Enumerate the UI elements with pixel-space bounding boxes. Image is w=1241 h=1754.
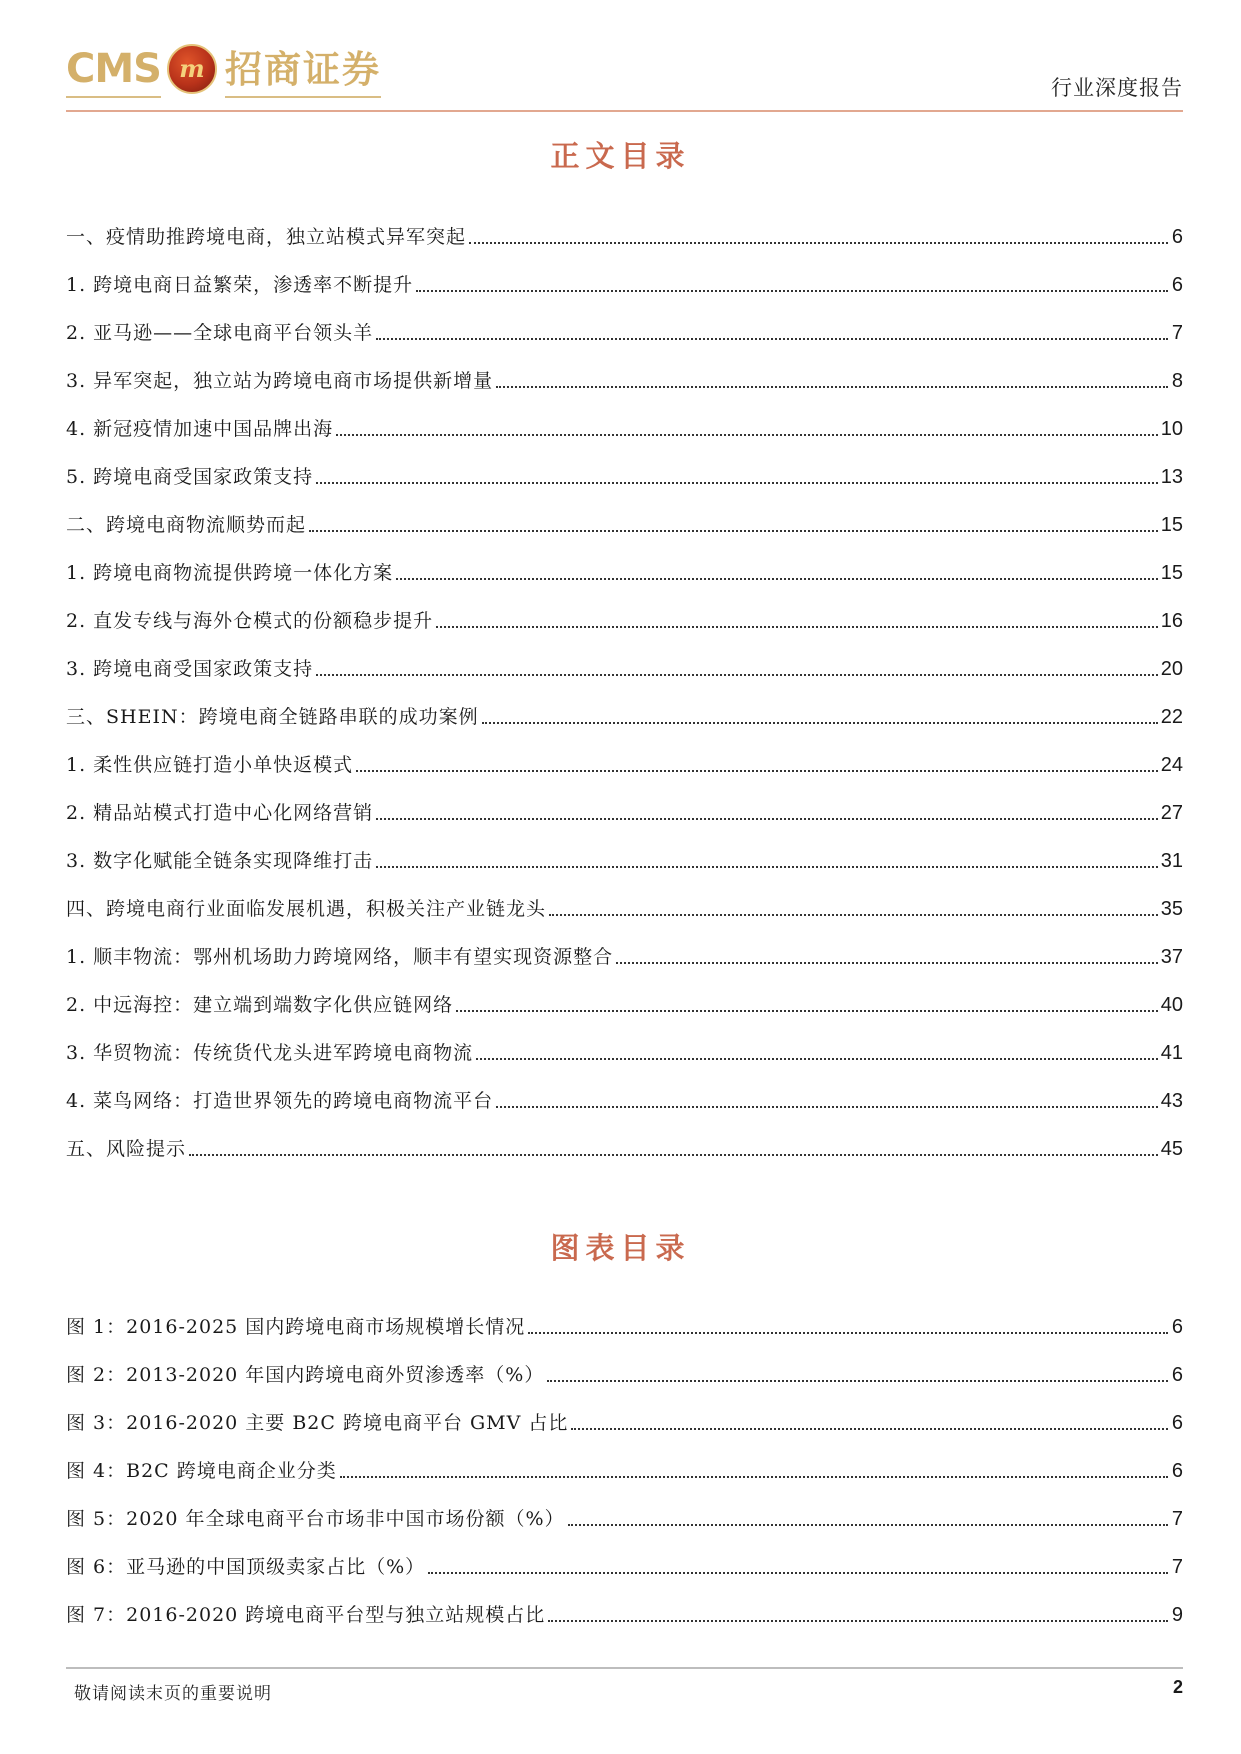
toc-entry[interactable]	[66, 345, 1183, 393]
toc-entry-label: 1. 柔性供应链打造小单快返模式	[66, 754, 354, 776]
toc-entry[interactable]	[66, 585, 1183, 633]
toc-entry-page: 15	[1160, 514, 1183, 536]
toc-entry-label: 5. 跨境电商受国家政策支持	[66, 466, 314, 488]
toc-entry-page: 41	[1160, 1042, 1183, 1064]
report-type: 行业深度报告	[1051, 76, 1183, 100]
toc-entry-page: 40	[1160, 994, 1183, 1016]
toc-entry-page: 31	[1160, 850, 1183, 872]
dot-leader	[309, 530, 1158, 532]
toc-entry[interactable]	[66, 201, 1183, 249]
toc-entry-label: 3. 跨境电商受国家政策支持	[66, 658, 314, 680]
toc-entry-label: 2. 中远海控：建立端到端数字化供应链网络	[66, 994, 454, 1016]
toc-entry-label: 四、跨境电商行业面临发展机遇，积极关注产业链龙头	[66, 898, 547, 920]
dot-leader	[376, 338, 1168, 340]
logo-badge-icon: m	[167, 44, 217, 94]
dot-leader	[416, 290, 1168, 292]
toc-entry-label: 3. 数字化赋能全链条实现降维打击	[66, 850, 374, 872]
figure-entry-page: 7	[1171, 1508, 1183, 1530]
dot-leader	[189, 1154, 1158, 1156]
toc-entry-label: 2. 精品站模式打造中心化网络营销	[66, 802, 374, 824]
toc-entry-page: 35	[1160, 898, 1183, 920]
toc-entry-page: 8	[1171, 370, 1183, 392]
figure-entry-page: 7	[1171, 1556, 1183, 1578]
toc-entry-label: 2. 直发专线与海外仓模式的份额稳步提升	[66, 610, 434, 632]
toc-entry-label: 1. 跨境电商物流提供跨境一体化方案	[66, 562, 394, 584]
toc-entry-label: 五、风险提示	[66, 1138, 187, 1160]
toc-entry-label: 3. 华贸物流：传统货代龙头进军跨境电商物流	[66, 1042, 474, 1064]
dot-leader	[547, 1380, 1168, 1382]
figures-title: 图表目录	[550, 1231, 691, 1265]
toc-entry-label: 4. 新冠疫情加速中国品牌出海	[66, 418, 334, 440]
dot-leader	[496, 386, 1168, 388]
dot-leader	[528, 1332, 1168, 1334]
toc-entry-page: 45	[1160, 1138, 1183, 1160]
dot-leader	[496, 1106, 1158, 1108]
dot-leader	[436, 626, 1158, 628]
dot-leader	[376, 866, 1158, 868]
toc-entry[interactable]	[66, 1113, 1183, 1161]
dot-leader	[469, 242, 1168, 244]
toc-entry-page: 43	[1160, 1090, 1183, 1112]
figure-entry-page: 6	[1171, 1316, 1183, 1338]
toc-entry[interactable]	[66, 969, 1183, 1017]
toc-entry[interactable]	[66, 873, 1183, 921]
figure-entry-label: 图 5：2020 年全球电商平台市场非中国市场份额（%）	[66, 1508, 565, 1530]
toc-title: 正文目录	[550, 139, 691, 173]
toc-entry-label: 1. 顺丰物流：鄂州机场助力跨境网络，顺丰有望实现资源整合	[66, 946, 614, 968]
toc-entry[interactable]	[66, 441, 1183, 489]
toc-entry-page: 6	[1171, 274, 1183, 296]
toc-entry-page: 24	[1160, 754, 1183, 776]
header-divider	[66, 110, 1183, 112]
toc-entry-label: 3. 异军突起，独立站为跨境电商市场提供新增量	[66, 370, 494, 392]
footer-disclaimer: 敬请阅读末页的重要说明	[74, 1684, 272, 1704]
figure-entry-label: 图 3：2016-2020 主要 B2C 跨境电商平台 GMV 占比	[66, 1412, 569, 1434]
dot-leader	[568, 1524, 1168, 1526]
toc-entry-page: 10	[1160, 418, 1183, 440]
toc-entry-page: 15	[1160, 562, 1183, 584]
toc-entry[interactable]	[66, 681, 1183, 729]
toc-entry[interactable]	[66, 777, 1183, 825]
dot-leader	[616, 962, 1158, 964]
toc-entry-page: 6	[1171, 226, 1183, 248]
toc-entry[interactable]	[66, 249, 1183, 297]
dot-leader	[336, 434, 1158, 436]
toc-entry[interactable]	[66, 729, 1183, 777]
toc-entry-label: 二、跨境电商物流顺势而起	[66, 514, 307, 536]
toc-entry-label: 三、SHEIN：跨境电商全链路串联的成功案例	[66, 706, 479, 728]
figure-entry-label: 图 6：亚马逊的中国顶级卖家占比（%）	[66, 1556, 426, 1578]
toc-entry[interactable]	[66, 633, 1183, 681]
toc-entry-label: 1. 跨境电商日益繁荣，渗透率不断提升	[66, 274, 414, 296]
logo-text-cn: 招商证券	[225, 44, 381, 98]
dot-leader	[316, 482, 1158, 484]
toc-entry-page: 37	[1160, 946, 1183, 968]
figure-list	[66, 1291, 1183, 1627]
toc-entry[interactable]	[66, 297, 1183, 345]
page-number: 2	[1172, 1677, 1183, 1697]
dot-leader	[316, 674, 1158, 676]
toc-entry[interactable]	[66, 825, 1183, 873]
toc-entry-label: 2. 亚马逊——全球电商平台领头羊	[66, 322, 374, 344]
toc-entry-page: 20	[1160, 658, 1183, 680]
figure-entry[interactable]	[66, 1483, 1183, 1531]
dot-leader	[428, 1572, 1168, 1574]
footer-divider	[66, 1667, 1183, 1669]
toc-entry-page: 16	[1160, 610, 1183, 632]
figure-entry-label: 图 1：2016-2025 国内跨境电商市场规模增长情况	[66, 1316, 526, 1338]
logo-text-en: CMS	[66, 44, 161, 98]
dot-leader	[476, 1058, 1158, 1060]
figure-entry-label: 图 4：B2C 跨境电商企业分类	[66, 1460, 337, 1482]
figure-entry[interactable]	[66, 1531, 1183, 1579]
toc-entry[interactable]	[66, 1065, 1183, 1113]
figure-entry-label: 图 7：2016-2020 跨境电商平台型与独立站规模占比	[66, 1604, 546, 1626]
figure-entry[interactable]	[66, 1579, 1183, 1627]
dot-leader	[356, 770, 1158, 772]
toc-entry-page: 22	[1160, 706, 1183, 728]
toc-entry[interactable]	[66, 537, 1183, 585]
dot-leader	[571, 1428, 1168, 1430]
figure-entry-page: 6	[1171, 1460, 1183, 1482]
toc-entry[interactable]	[66, 393, 1183, 441]
figure-entry-page: 6	[1171, 1412, 1183, 1434]
dot-leader	[548, 1620, 1168, 1622]
figure-entry[interactable]	[66, 1291, 1183, 1339]
figure-entry-page: 9	[1171, 1604, 1183, 1626]
dot-leader	[549, 914, 1158, 916]
figure-entry-page: 6	[1171, 1364, 1183, 1386]
toc-entry[interactable]	[66, 1017, 1183, 1065]
dot-leader	[482, 722, 1158, 724]
figure-entry-label: 图 2：2013-2020 年国内跨境电商外贸渗透率（%）	[66, 1364, 545, 1386]
figure-entry[interactable]	[66, 1435, 1183, 1483]
dot-leader	[456, 1010, 1158, 1012]
toc-entry-page: 7	[1171, 322, 1183, 344]
dot-leader	[340, 1476, 1168, 1478]
dot-leader	[396, 578, 1158, 580]
toc-entry-label: 4. 菜鸟网络：打造世界领先的跨境电商物流平台	[66, 1090, 494, 1112]
toc-entry[interactable]	[66, 921, 1183, 969]
toc-entry-page: 13	[1160, 466, 1183, 488]
toc-entry[interactable]	[66, 489, 1183, 537]
dot-leader	[376, 818, 1158, 820]
figure-entry[interactable]	[66, 1339, 1183, 1387]
company-logo	[66, 44, 381, 100]
toc-entry-label: 一、疫情助推跨境电商，独立站模式异军突起	[66, 226, 467, 248]
figure-entry[interactable]	[66, 1387, 1183, 1435]
toc-entry-page: 27	[1160, 802, 1183, 824]
toc-list	[66, 201, 1183, 1161]
